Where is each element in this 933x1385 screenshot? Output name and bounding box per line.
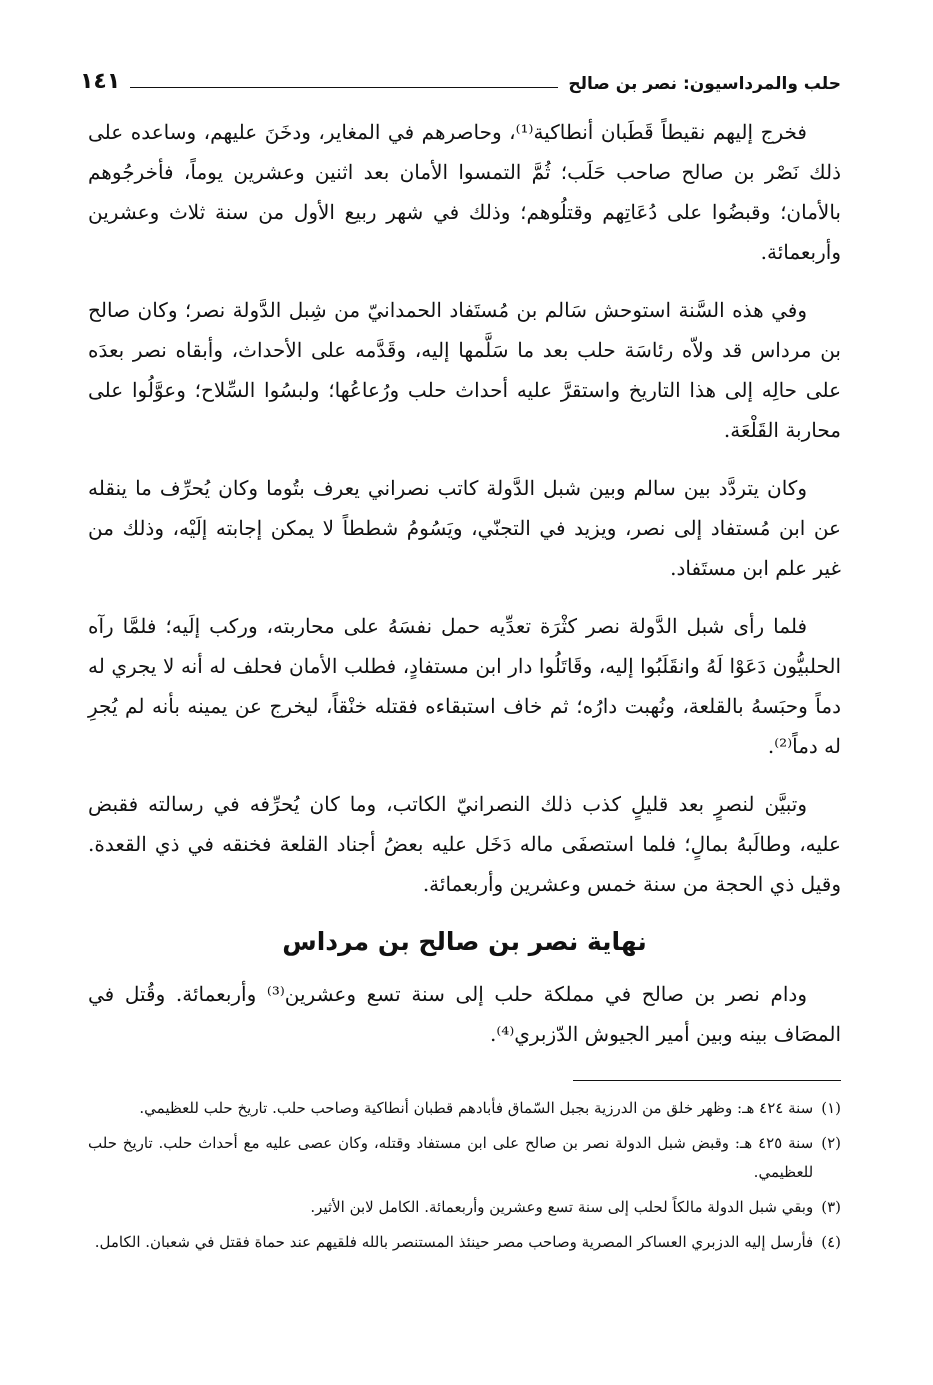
- footnote: [88, 1129, 841, 1187]
- running-title: حلب والمرداسيون: نصر بن صالح: [568, 74, 841, 94]
- footnote-text: سنة ٤٢٥ هـ: وقبض شبل الدولة نصر بن صالح على ابن مستفاد وقتله، وكان عصى عليه مع أحداث حلب. تاريخ حلب للعظيمي.: [88, 1134, 814, 1181]
- paragraph: فخرج إليهم نقيطاً قَطَبان أنطاكية⁽¹⁾، وحاصرهم في المغاير، ودخَنَ عليهم، وساعده على ذلك نَصْر بن صالح صاحب حَلَب؛ ثُمَّ التمسوا الأمان بعد اثنين وعشرين يوماً، فأخرجُوهم بالأمان؛ وقبضُوا على دُعَاتِهم وقتلُوهم؛ وذلك في شهر ربيع الأول من سنة ثلاث وعشرين وأربعمائة.: [88, 120, 841, 264]
- footnote-number: (١): [821, 1099, 841, 1117]
- section-heading: نهاية نصر بن صالح بن مرداس: [282, 927, 647, 956]
- paragraph: وفي هذه السَّنة استوحش سَالم بن مُستَفاد الحمدانيّ من شِبل الدَّولة نصر؛ وكان صالح بن مرداس قد ولاّه رئاسَة حلب بعد ما سَلَّمها إليه، وقَدَّمه على الأحداث، وأبقاه نصر بعدَه على حالِه إلى هذا التاريخ واستقرَّ عليه أحداث حلب ورُعاعُها؛ ولبسُوا السِّلاح؛ وعوَّلُوا على محاربة القَلْعَة.: [88, 298, 841, 442]
- footnote-number: (٣): [821, 1198, 841, 1216]
- page-number: ١٤١: [80, 69, 121, 94]
- paragraph: وكان يتردَّد بين سالم وبين شبل الدَّولة كاتب نصراني يعرف بتُوما وكان يُحرِّف ما ينقله عن ابن مُستفاد إلى نصر، ويزيد في التجنّي، ويَسُومُ شططاً لا يمكن إجابته إلَيْه، وذلك من غير علم ابن مستَفاد.: [88, 476, 841, 580]
- closing-paragraph: ودام نصر بن صالح في مملكة حلب إلى سنة تسع وعشرين⁽³⁾ وأربعمائة. وقُتل في المصَاف بينه وبين أمير الجيوش الدّزبري⁽⁴⁾.: [88, 982, 841, 1046]
- footnote-text: فأرسل إليه الدزبري العساكر المصرية وصاحب مصر حينئذ المستنصر بالله فلقيهم عند حماة فقتل في شعبان. الكامل.: [94, 1233, 814, 1251]
- footnote-text: سنة ٤٢٤ هـ: وظهر خلق من الدرزية بجبل السّماق فأبادهم قطبان أنطاكية وصاحب حلب. تاريخ حلب للعظيمي.: [139, 1099, 814, 1117]
- footnote: [88, 1193, 841, 1222]
- footnote: [88, 1094, 841, 1123]
- main-text: [88, 112, 841, 1072]
- footnotes: [88, 1094, 841, 1263]
- header-rule: [130, 87, 558, 88]
- footnote-number: (٤): [821, 1233, 841, 1251]
- footnote-text: وبقي شبل الدولة مالكاً لحلب إلى سنة تسع وعشرين وأربعمائة. الكامل لابن الأثير.: [310, 1198, 814, 1216]
- paragraph: وتبيَّن لنصرٍ بعد قليلٍ كذب ذلك النصرانيّ الكاتب، وما كان يُحرِّفه في رسالته فقبض عليه، وطالَبهُ بمالٍ؛ فلما استصفَى ماله دَخَل عليه بعضُ أجناد القلعة فخنقه في ذي القعدة. وقيل ذي الحجة من سنة خمس وعشرين وأربعمائة.: [88, 792, 841, 896]
- footnote-separator: [573, 1080, 841, 1081]
- footnote-number: (٢): [821, 1134, 841, 1152]
- page-header: [80, 54, 841, 94]
- paragraph: فلما رأى شبل الدَّولة نصر كثْرَة تعدِّيه حمل نفسَهُ على محاربته، وركب إلَيه؛ فلمَّا رآه الحلبيُّون دَعَوْا لَهُ وانقَلَبُوا إليه، وقَاتَلُوا دار ابن مستفادٍ، فطلب الأمان فحلف له أنه لا يجري له دماً وحبَسهُ بالقلعة، ونُهبت دارُه؛ ثم خاف استبقاءه فقتله خنْقاً، ليخرج عن يمينه بأنه لم يُجرِ له دماً⁽²⁾.: [88, 614, 841, 758]
- footnote: [88, 1228, 841, 1257]
